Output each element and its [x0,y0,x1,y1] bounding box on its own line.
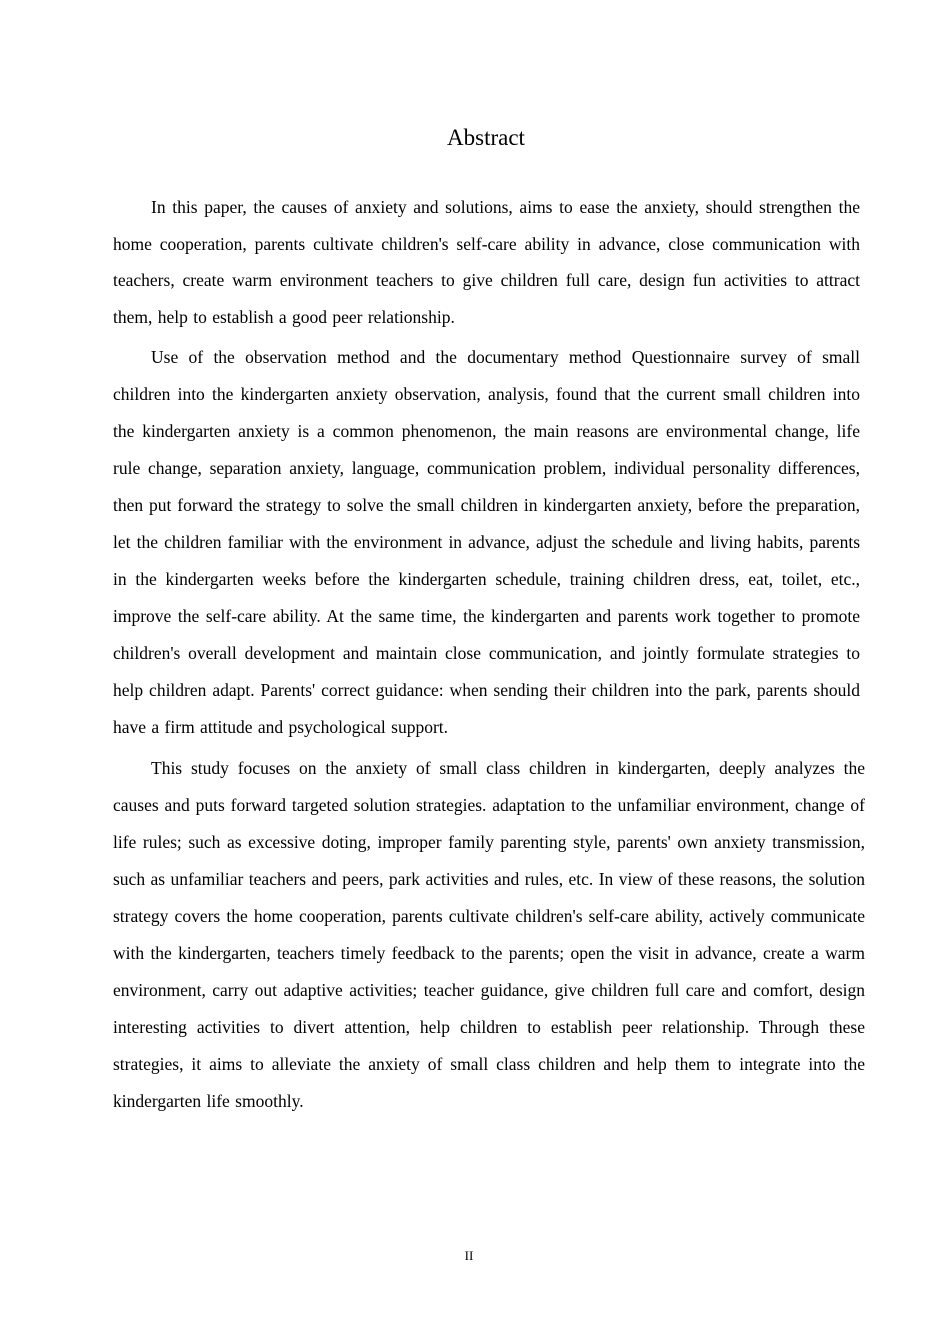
abstract-paragraph-1: In this paper, the causes of anxiety and solutions, aims to ease the anxiety, should strengthen the home cooperation, parents cultivate children's self-care ability in advance, close communication with teachers, create warm environment teachers to give children full care, design fun activities to attract them, help to establish a good peer relationship. [113,197,860,327]
abstract-body [113,189,865,1120]
abstract-title: Abstract [447,125,525,150]
abstract-paragraph-2: Use of the observation method and the documentary method Questionnaire survey of small children into the kindergarten anxiety observation, analysis, found that the current small children into the kindergarten anxiety is a common phenomenon, the main reasons are environmental change, life rule change, separation anxiety, language, communication problem, individual personality differences, then put forward the strategy to solve the small children in kindergarten anxiety, before the preparation, let the children familiar with the environment in advance, adjust the schedule and living habits, parents in the kindergarten weeks before the kindergarten schedule, training children dress, eat, toilet, etc., improve the self-care ability. At the same time, the kindergarten and parents work together to promote children's overall development and maintain close communication, and jointly formulate strategies to help children adapt. Parents' correct guidance: when sending their children into the park, parents should have a firm attitude and psychological support. [113,347,860,737]
page-number: II [464,1248,474,1263]
abstract-paragraph-3: This study focuses on the anxiety of small class children in kindergarten, deeply analyzes the causes and puts forward targeted solution strategies. adaptation to the unfamiliar environment, change of life rules; such as excessive doting, improper family parenting style, parents' own anxiety transmission, such as unfamiliar teachers and peers, park activities and rules, etc. In view of these reasons, the solution strategy covers the home cooperation, parents cultivate children's self-care ability, actively communicate with the kindergarten, teachers timely feedback to the parents; open the visit in advance, create a warm environment, carry out adaptive activities; teacher guidance, give children full care and comfort, design interesting activities to divert attention, help children to establish peer relationship. Through these strategies, it aims to alleviate the anxiety of small class children and help them to integrate into the kindergarten life smoothly. [113,758,865,1111]
